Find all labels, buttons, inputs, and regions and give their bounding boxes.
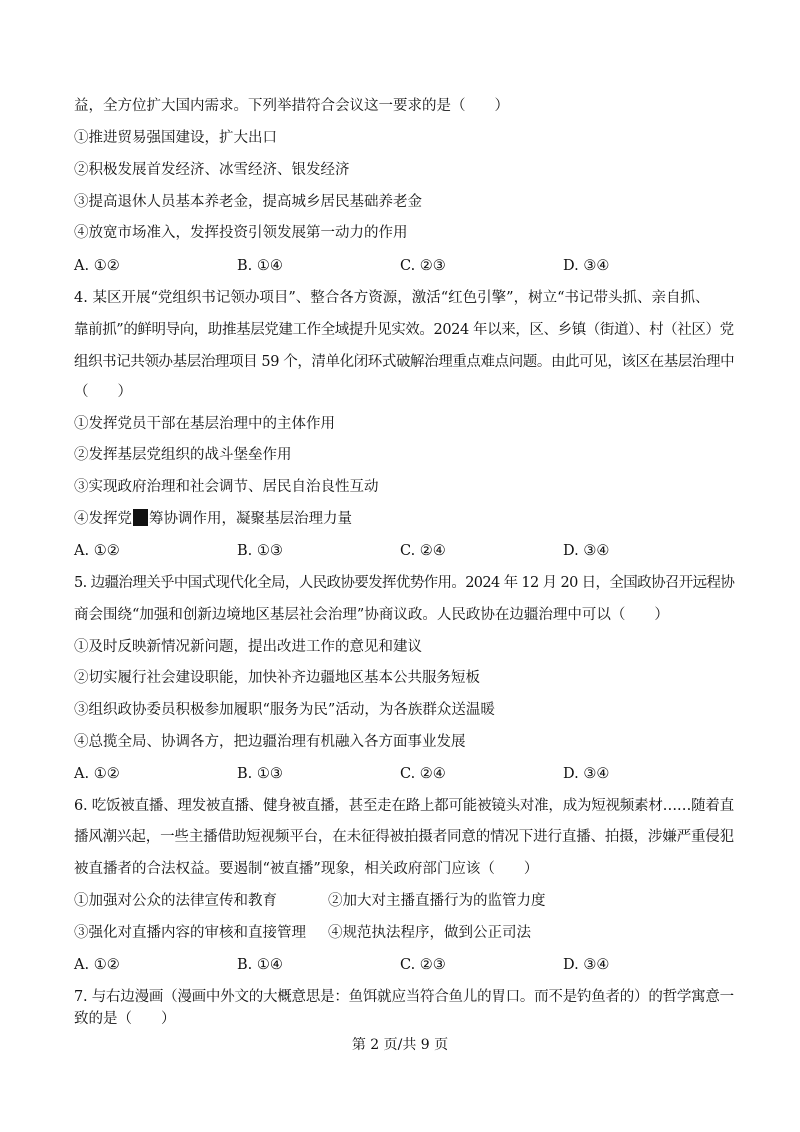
q3-option-c: C. ②③ [400,258,446,274]
q4-item-4-end: 筹协调作用，凝聚基层治理力量 [149,511,352,527]
q7-stem-line-1: 7. 与右边漫画（漫画中外文的大概意思是：鱼饵就应当符合鱼儿的胃口。而不是钓鱼者的）的哲学寓意一 [74,989,734,1005]
q6-item-2: ②加大对主播直播行为的监管力度 [328,893,546,909]
q4-stem-line-1: 4. 某区开展“党组织书记领办项目”、整合各方资源，激活“红色引擎”，树立“书记带头抓、亲自抓、 [74,290,710,306]
q5-stem-line-1: 5. 边疆治理关乎中国式现代化全局，人民政协要发挥优势作用。2024 年 12 月 20 日，全国政协召开远程协 [74,575,735,591]
page-footer: 第 2 页/共 9 页 [351,1037,449,1053]
q4-item-3: ③实现政府治理和社会调节、居民自治良性互动 [74,479,379,495]
q4-option-a: A. ①② [74,543,120,559]
q4-item-1: ①发挥党员干部在基层治理中的主体作用 [74,416,335,432]
q6-option-b: B. ①④ [237,957,283,973]
q4-stem-line-3: 组织书记共领办基层治理项目 59 个，清单化闭环式破解治理重点难点问题。由此可见，该区在基层治理中 [74,354,735,370]
q3-item-4: ④放宽市场准入，发挥投资引领发展第一动力的作用 [74,225,408,241]
q3-options [74,256,728,276]
q7-stem-line-2: 致的是（ ） [74,1011,176,1027]
q3-option-a: A. ①② [74,258,120,274]
q4-option-b: B. ①③ [237,543,283,559]
q6-item-3: ③强化对直播内容的审核和直接管理 [74,925,306,941]
q5-item-1: ①及时反映新情况新问题，提出改进工作的意见和建议 [74,639,422,655]
q5-option-d: D. ③④ [563,766,610,782]
q6-option-d: D. ③④ [563,957,610,973]
q4-option-c: C. ②④ [400,543,446,559]
q5-stem-line-2: 商会围绕“加强和创新边境地区基层社会治理”协商议政。人民政协在边疆治理中可以（ ） [74,607,669,623]
q3-option-d: D. ③④ [563,258,610,274]
q6-option-c: C. ②③ [400,957,446,973]
q5-option-b: B. ①③ [237,766,283,782]
q3-stem-tail: 益，全方位扩大国内需求。下列举措符合会议这一要求的是（ ） [74,98,509,114]
q4-item-4 [74,509,352,529]
q4-stem-line-2: 靠前抓”的鲜明导向，助推基层党建工作全域提升见实效。2024 年以来，区、乡镇（街道）、村（社区）党 [74,322,734,338]
q5-item-2: ②切实履行社会建设职能，加快补齐边疆地区基本公共服务短板 [74,670,480,686]
q4-item-4-start: ④发挥党 [74,511,132,527]
q6-items-row-2 [74,923,728,943]
q5-item-3: ③组织政协委员积极参加履职“服务为民”活动，为各族群众送温暖 [74,702,495,718]
q6-items-row-1 [74,891,728,911]
redaction-block [133,509,148,526]
q6-options [74,955,728,975]
q6-item-1: ①加强对公众的法律宣传和教育 [74,893,277,909]
q6-option-a: A. ①② [74,957,120,973]
q5-option-a: A. ①② [74,766,120,782]
q6-item-4: ④规范执法程序，做到公正司法 [328,925,531,941]
q5-option-c: C. ②④ [400,766,446,782]
q6-stem-line-2: 播风潮兴起，一些主播借助短视频平台，在未征得被拍摄者同意的情况下进行直播、拍摄，涉嫌严重侵犯 [74,829,734,845]
q5-item-4: ④总揽全局、协调各方，把边疆治理有机融入各方面事业发展 [74,734,466,750]
q4-stem-line-4: （ ） [74,384,132,400]
q4-options [74,541,728,561]
q6-stem-line-1: 6. 吃饭被直播、理发被直播、健身被直播，甚至走在路上都可能被镜头对准，成为短视频素材……随着直 [74,798,734,814]
q3-option-b: B. ①④ [237,258,283,274]
q5-options [74,764,728,784]
q3-item-1: ①推进贸易强国建设，扩大出口 [74,130,277,146]
q3-item-2: ②积极发展首发经济、冰雪经济、银发经济 [74,162,350,178]
q6-stem-line-3: 被直播者的合法权益。要遏制“被直播”现象，相关政府部门应该（ ） [74,861,539,877]
q4-option-d: D. ③④ [563,543,610,559]
q3-item-3: ③提高退休人员基本养老金，提高城乡居民基础养老金 [74,194,422,210]
q4-item-2: ②发挥基层党组织的战斗堡垒作用 [74,447,292,463]
